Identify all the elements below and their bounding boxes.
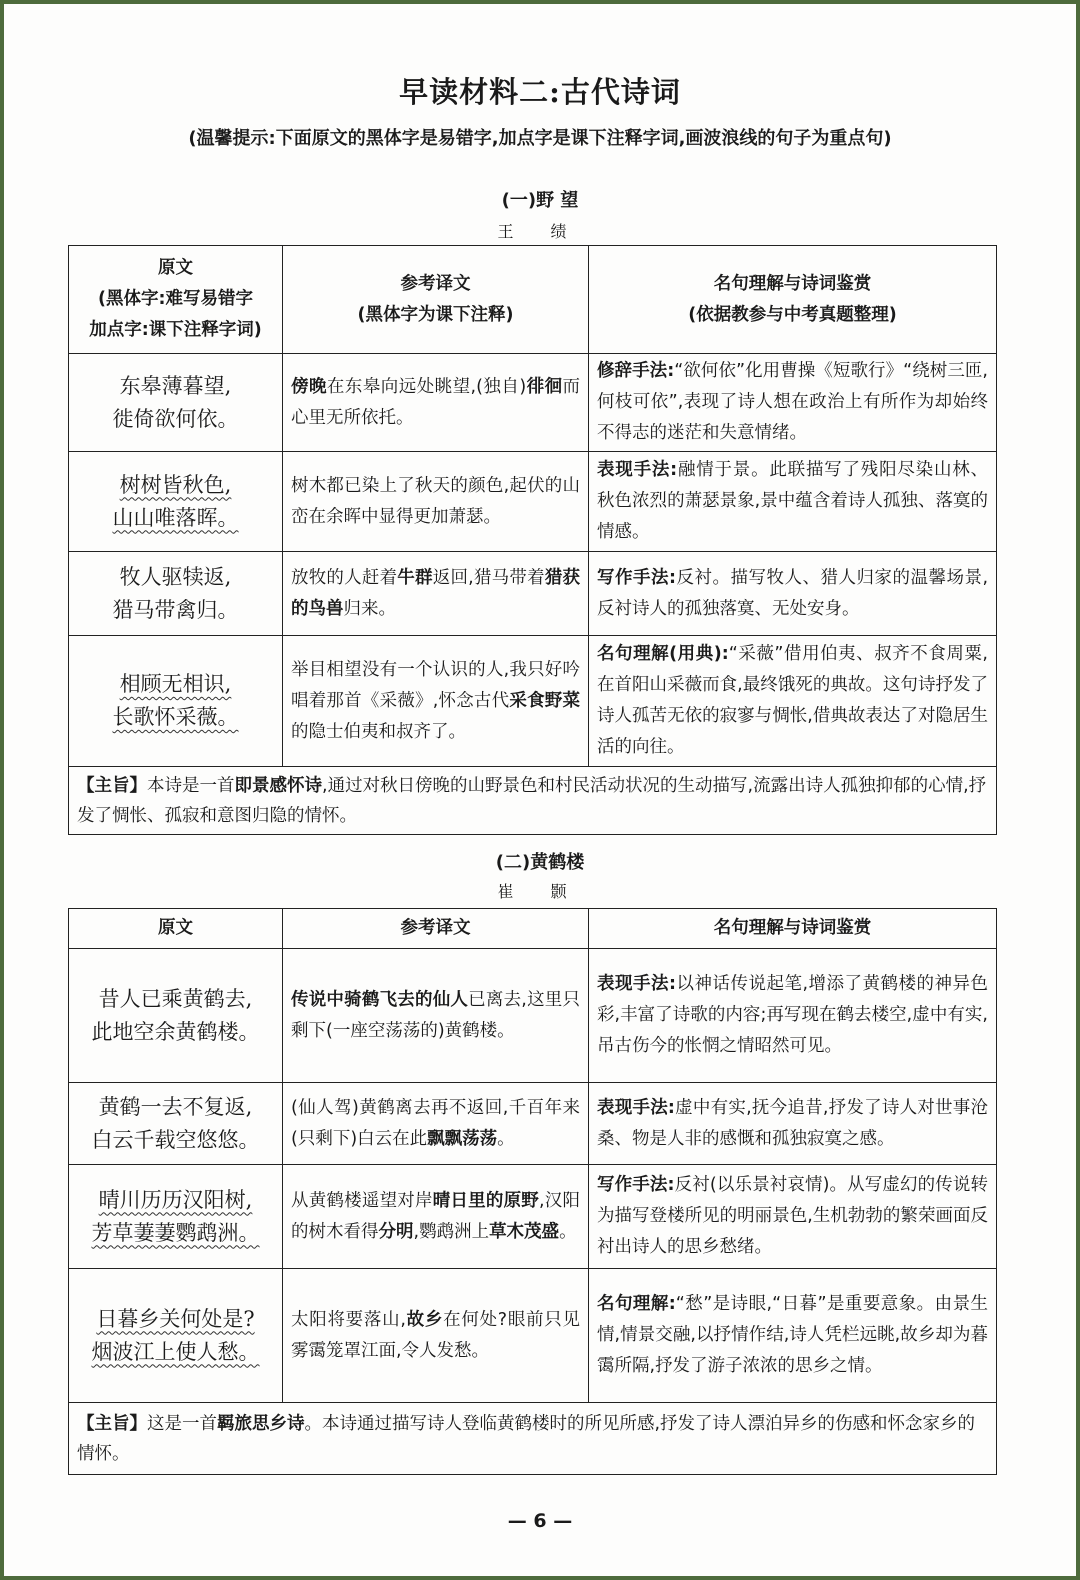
- poem-line: 树树皆秋色,: [119, 472, 232, 497]
- bold-term: 传说中骑鹤飞去的仙人: [291, 989, 469, 1010]
- theme-bold: 即景感怀诗: [234, 775, 322, 796]
- header-original: [69, 246, 283, 354]
- theme-text: 。本诗通过描写诗人登临黄鹤楼时的所见所感,抒发了诗人漂泊异乡的伤感和怀念家乡的情怀。: [77, 1413, 976, 1464]
- poem-line: 芳草萋萋鹦鹉洲。: [91, 1220, 260, 1245]
- original-cell: [69, 1083, 283, 1165]
- table-row: [69, 1083, 997, 1165]
- appreciation-cell: [589, 636, 997, 767]
- appreciation-cell: [589, 354, 997, 452]
- table-row: [69, 452, 997, 552]
- poem2-author: 崔 颢: [497, 882, 583, 901]
- poem-line: 白云千载空悠悠。: [91, 1127, 260, 1152]
- technique-label: 写作手法:: [597, 1175, 675, 1195]
- header-text: (黑体字:难写易错字: [98, 289, 253, 309]
- header-appreciation: 名句理解与诗词鉴赏: [589, 909, 997, 949]
- translation-cell: [283, 949, 589, 1083]
- appreciation-text: 反衬。描写牧人、猎人归家的温馨场景,反衬诗人的孤独落寞、无处安身。: [597, 567, 989, 619]
- translation-cell: [283, 636, 589, 767]
- poem-line: 此地空余黄鹤楼。: [91, 1019, 260, 1044]
- translation-text: 的隐士伯夷和叔齐了。: [291, 721, 466, 742]
- header-original: 原文: [69, 909, 283, 949]
- technique-label: 表现手法:: [597, 974, 676, 994]
- translation-text: ,汉阳的树木看得: [291, 1190, 581, 1242]
- appreciation-cell: [589, 552, 997, 636]
- appreciation-text: “采薇”借用伯夷、叔齐不食周粟,在首阳山采薇而食,最终饿死的典故。这句诗抒发了诗人孤苦无依的寂寥与惆怅,借典故表达了对隐居生活的向往。: [597, 644, 988, 757]
- translation-text: 太阳将要落山,: [291, 1309, 406, 1330]
- theme-bold: 羁旅思乡诗: [217, 1413, 305, 1434]
- translation-cell: [283, 1083, 589, 1165]
- translation-cell: [283, 452, 589, 552]
- bold-term: 飘飘荡荡: [427, 1128, 498, 1149]
- table-row: [69, 1165, 997, 1269]
- original-cell: [69, 452, 283, 552]
- header-text: 加点字:课下注释字词): [89, 320, 262, 340]
- original-cell: [69, 552, 283, 636]
- poem-line: 长歌怀采薇。: [112, 705, 239, 729]
- translation-text: 返回,猎马带着: [432, 567, 545, 588]
- table-row: [69, 949, 997, 1083]
- translation-cell: [283, 1165, 589, 1269]
- theme-row: [69, 767, 997, 835]
- page-number: — 6 —: [507, 1510, 573, 1532]
- theme-text: 本诗是一首: [147, 775, 235, 796]
- theme-row: [69, 1403, 997, 1475]
- poem-line: 日暮乡关何处是?: [96, 1306, 255, 1331]
- bold-term: 牛群: [397, 567, 433, 588]
- original-cell: [69, 636, 283, 767]
- translation-text: 。: [497, 1128, 515, 1149]
- bold-term: 徘徊: [526, 376, 563, 397]
- original-cell: [69, 949, 283, 1083]
- technique-label: 表现手法:: [597, 1097, 675, 1118]
- translation-text: 树木都已染上了秋天的颜色,起伏的山峦在余晖中显得更加萧瑟。: [291, 475, 580, 527]
- table-row: [69, 552, 997, 636]
- header-translation: [283, 246, 589, 354]
- appreciation-text: 以神话传说起笔,增添了黄鹤楼的神异色彩,丰富了诗歌的内容;再写现在鹤去楼空,虚中有实,吊古伤今的怅惘之情昭然可见。: [597, 974, 989, 1056]
- original-cell: [69, 1165, 283, 1269]
- poem2-title: (二)黄鹤楼: [495, 852, 585, 873]
- technique-label: 名句理解:: [597, 1294, 676, 1314]
- original-cell: [69, 354, 283, 452]
- theme-label: 【主旨】: [77, 1413, 147, 1434]
- theme-cell: [69, 767, 997, 835]
- poem-line: 山山唯落晖。: [112, 505, 239, 530]
- poem-line: 牧人驱犊返,: [119, 564, 232, 589]
- header-text: 原文: [158, 258, 193, 278]
- reading-tip: (温馨提示:下面原文的黑体字是易错字,加点字是课下注释字词,画波浪线的句子为重点句): [188, 128, 892, 149]
- bold-term: 晴日里的原野: [432, 1190, 540, 1211]
- poem-line: 徙倚欲何依。: [112, 406, 239, 431]
- translation-text: ,鹦鹉洲上: [413, 1221, 490, 1242]
- page-title: 早读材料二:古代诗词: [399, 75, 681, 109]
- translation-text: 放牧的人赶着: [291, 567, 398, 588]
- table-row: [69, 1269, 997, 1403]
- poem-line: 东皋薄暮望,: [119, 373, 232, 398]
- poem1-author: 王 绩: [497, 222, 583, 241]
- poem1-table: [68, 245, 997, 835]
- bold-term: 故乡: [405, 1309, 444, 1330]
- appreciation-cell: [589, 1083, 997, 1165]
- bold-term: 猎获的鸟兽: [291, 567, 581, 619]
- translation-text: 。: [559, 1221, 577, 1242]
- poem1-title: (一)野 望: [501, 190, 579, 211]
- translation-cell: [283, 354, 589, 452]
- technique-label: 名句理解(用典):: [597, 644, 729, 664]
- table-header-row: [69, 909, 997, 949]
- theme-text: 这是一首: [147, 1413, 217, 1434]
- poem-line: 昔人已乘黄鹤去,: [98, 986, 253, 1011]
- poem2-table: [68, 908, 997, 1475]
- appreciation-cell: [589, 1269, 997, 1403]
- poem-line: 烟波江上使人愁。: [91, 1339, 260, 1364]
- translation-text: 举目相望没有一个认识的人,我只好吟唱着那首《采薇》,怀念古代: [291, 659, 580, 711]
- poem-line: 猎马带禽归。: [112, 597, 239, 622]
- bold-term: 采食野菜: [509, 690, 581, 711]
- table-header-row: [69, 246, 997, 354]
- bold-term: 分明: [378, 1221, 414, 1242]
- bold-term: 草木茂盛: [489, 1221, 560, 1242]
- translation-text: 已离去,这里只剩下(一座空荡荡的)黄鹤楼。: [291, 989, 581, 1041]
- translation-text: 而心里无所依托。: [291, 376, 581, 428]
- appreciation-text: “欲何依”化用曹操《短歌行》“绕树三匝,何枝可依”,表现了诗人想在政治上有所作为却始终不得志的迷茫和失意情绪。: [597, 361, 988, 443]
- header-text: 参考译文: [400, 273, 471, 294]
- header-text: (依据教参与中考真题整理): [688, 304, 897, 325]
- header-translation: 参考译文: [283, 909, 589, 949]
- table-row: [69, 354, 997, 452]
- header-text: (黑体字为课下注释): [357, 304, 514, 325]
- translation-text: (仙人驾)黄鹤离去再不返回,千百年来(只剩下)白云在此: [291, 1097, 580, 1149]
- technique-label: 写作手法:: [597, 567, 676, 588]
- translation-text: 在东皋向远处眺望,(独自): [326, 376, 527, 397]
- poem-line: 黄鹤一去不复返,: [98, 1094, 253, 1119]
- bold-term: 傍晚: [291, 376, 327, 397]
- header-text: 名句理解与诗词鉴赏: [713, 273, 872, 294]
- technique-label: 表现手法:: [597, 460, 678, 480]
- appreciation-text: 虚中有实,抚今追昔,抒发了诗人对世事沧桑、物是人非的感慨和孤独寂寞之感。: [597, 1097, 989, 1149]
- theme-cell: [69, 1403, 997, 1475]
- translation-cell: [283, 1269, 589, 1403]
- translation-text: 在何处?眼前只见雾霭笼罩江面,令人发愁。: [291, 1309, 581, 1361]
- appreciation-cell: [589, 1165, 997, 1269]
- theme-label: 【主旨】: [77, 775, 147, 796]
- appreciation-text: “愁”是诗眼,“日暮”是重要意象。由景生情,情景交融,以抒情作结,诗人凭栏远眺,故乡却为暮霭所隔,抒发了游子浓浓的思乡之情。: [597, 1294, 989, 1376]
- table-row: [69, 636, 997, 767]
- poem-line: 相顾无相识,: [119, 672, 232, 696]
- translation-text: 归来。: [343, 598, 396, 619]
- appreciation-text: 反衬(以乐景衬哀情)。从写虚幻的传说转为描写登楼所见的明丽景色,生机勃勃的繁荣画面反衬出诗人的思乡愁绪。: [597, 1175, 989, 1257]
- theme-text: ,通过对秋日傍晚的山野景色和村民活动状况的生动描写,流露出诗人孤独抑郁的心情,抒发了惆怅、孤寂和意图归隐的情怀。: [77, 775, 987, 826]
- translation-text: 从黄鹤楼遥望对岸: [291, 1190, 433, 1211]
- technique-label: 修辞手法:: [597, 361, 675, 381]
- original-cell: [69, 1269, 283, 1403]
- appreciation-cell: [589, 452, 997, 552]
- appreciation-text: 融情于景。此联描写了残阳尽染山林、秋色浓烈的萧瑟景象,景中蕴含着诗人孤独、落寞的情感。: [597, 460, 989, 542]
- appreciation-cell: [589, 949, 997, 1083]
- header-appreciation: [589, 246, 997, 354]
- poem-line: 晴川历历汉阳树,: [98, 1187, 253, 1212]
- translation-cell: [283, 552, 589, 636]
